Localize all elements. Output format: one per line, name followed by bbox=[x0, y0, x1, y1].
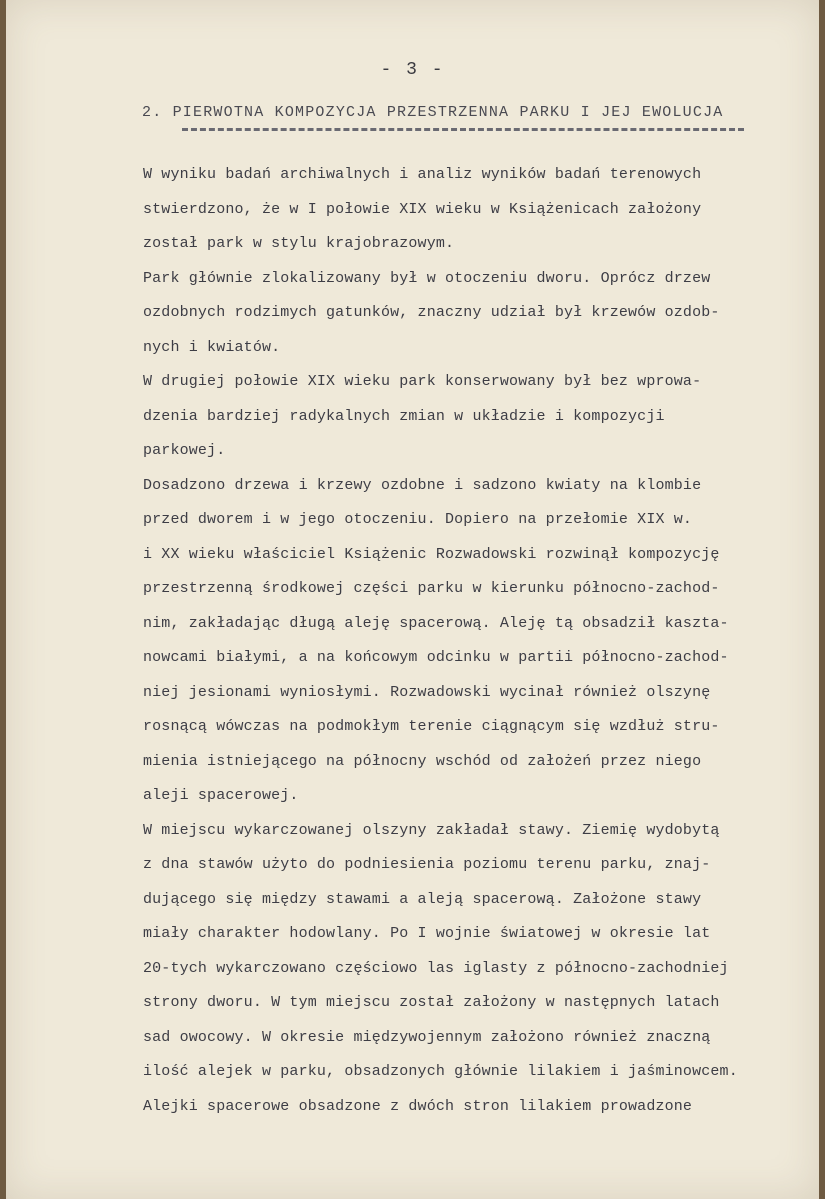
text-line: dzenia bardziej radykalnych zmian w układzie i kompozycji bbox=[143, 407, 665, 425]
text-line: miały charakter hodowlany. Po I wojnie światowej w okresie lat bbox=[143, 925, 711, 942]
text-line: parkowej. bbox=[143, 442, 226, 459]
document-page bbox=[6, 0, 819, 1199]
text-line: stwierdzono, że w I połowie XIX wieku w Książenicach założony bbox=[143, 200, 702, 218]
text-line: został park w stylu krajobrazowym. bbox=[143, 235, 455, 252]
text-line: W drugiej połowie XIX wieku park konserwowany był bez wprowa- bbox=[143, 373, 702, 390]
text-line: Dosadzono drzewa i krzewy ozdobne i sadzono kwiaty na klombie bbox=[143, 476, 702, 494]
text-line: ozdobnych rodzimych gatunków, znaczny udział był krzewów ozdob- bbox=[143, 304, 720, 321]
text-line: W wyniku badań archiwalnych i analiz wyników badań terenowych bbox=[143, 166, 702, 183]
text-line: aleji spacerowej. bbox=[143, 787, 299, 804]
text-line: strony dworu. W tym miejscu został założony w następnych latach bbox=[143, 994, 720, 1011]
text-line: niej jesionami wyniosłymi. Rozwadowski wycinał również olszynę bbox=[143, 683, 711, 701]
text-line: 20-tych wykarczowano częściowo las iglasty z północno-zachodniej bbox=[143, 959, 729, 977]
text-line: przed dworem i w jego otoczeniu. Dopiero na przełomie XIX w. bbox=[143, 511, 693, 528]
text-line: nowcami białymi, a na końcowym odcinku w partii północno-zachod- bbox=[143, 649, 729, 666]
text-line: z dna stawów użyto do podniesienia poziomu terenu parku, znaj- bbox=[143, 856, 711, 873]
page-number: - 3 - bbox=[380, 60, 445, 80]
text-line: rosnącą wówczas na podmokłym terenie ciągnącym się wzdłuż stru- bbox=[143, 718, 720, 735]
text-line: mienia istniejącego na północny wschód od założeń przez niego bbox=[143, 752, 702, 770]
text-line: ilość alejek w parku, obsadzonych głównie lilakiem i jaśminowcem. bbox=[143, 1063, 738, 1080]
text-line: przestrzenną środkowej części parku w kierunku północno-zachod- bbox=[143, 580, 720, 597]
text-line: sad owocowy. W okresie międzywojennym założono również znaczną bbox=[143, 1028, 711, 1046]
text-line: Alejki spacerowe obsadzone z dwóch stron lilakiem prowadzone bbox=[143, 1097, 693, 1115]
text-line: W miejscu wykarczowanej olszyny zakładał stawy. Ziemię wydobytą bbox=[143, 821, 720, 839]
text-line: Park głównie zlokalizowany był w otoczeniu dworu. Oprócz drzew bbox=[143, 269, 711, 287]
text-line: dującego się między stawami a aleją spacerową. Założone stawy bbox=[143, 890, 702, 908]
text-line: nim, zakładając długą aleję spacerową. Aleję tą obsadził kaszta- bbox=[143, 614, 729, 632]
text-line: nych i kwiatów. bbox=[143, 338, 281, 356]
text-line: i XX wieku właściciel Książenic Rozwadowski rozwinął kompozycję bbox=[143, 545, 720, 563]
section-heading: 2. PIERWOTNA KOMPOZYCJA PRZESTRZENNA PARKU I JEJ EWOLUCJA bbox=[142, 104, 724, 121]
heading-underline bbox=[182, 128, 744, 131]
body-text bbox=[143, 158, 813, 1124]
